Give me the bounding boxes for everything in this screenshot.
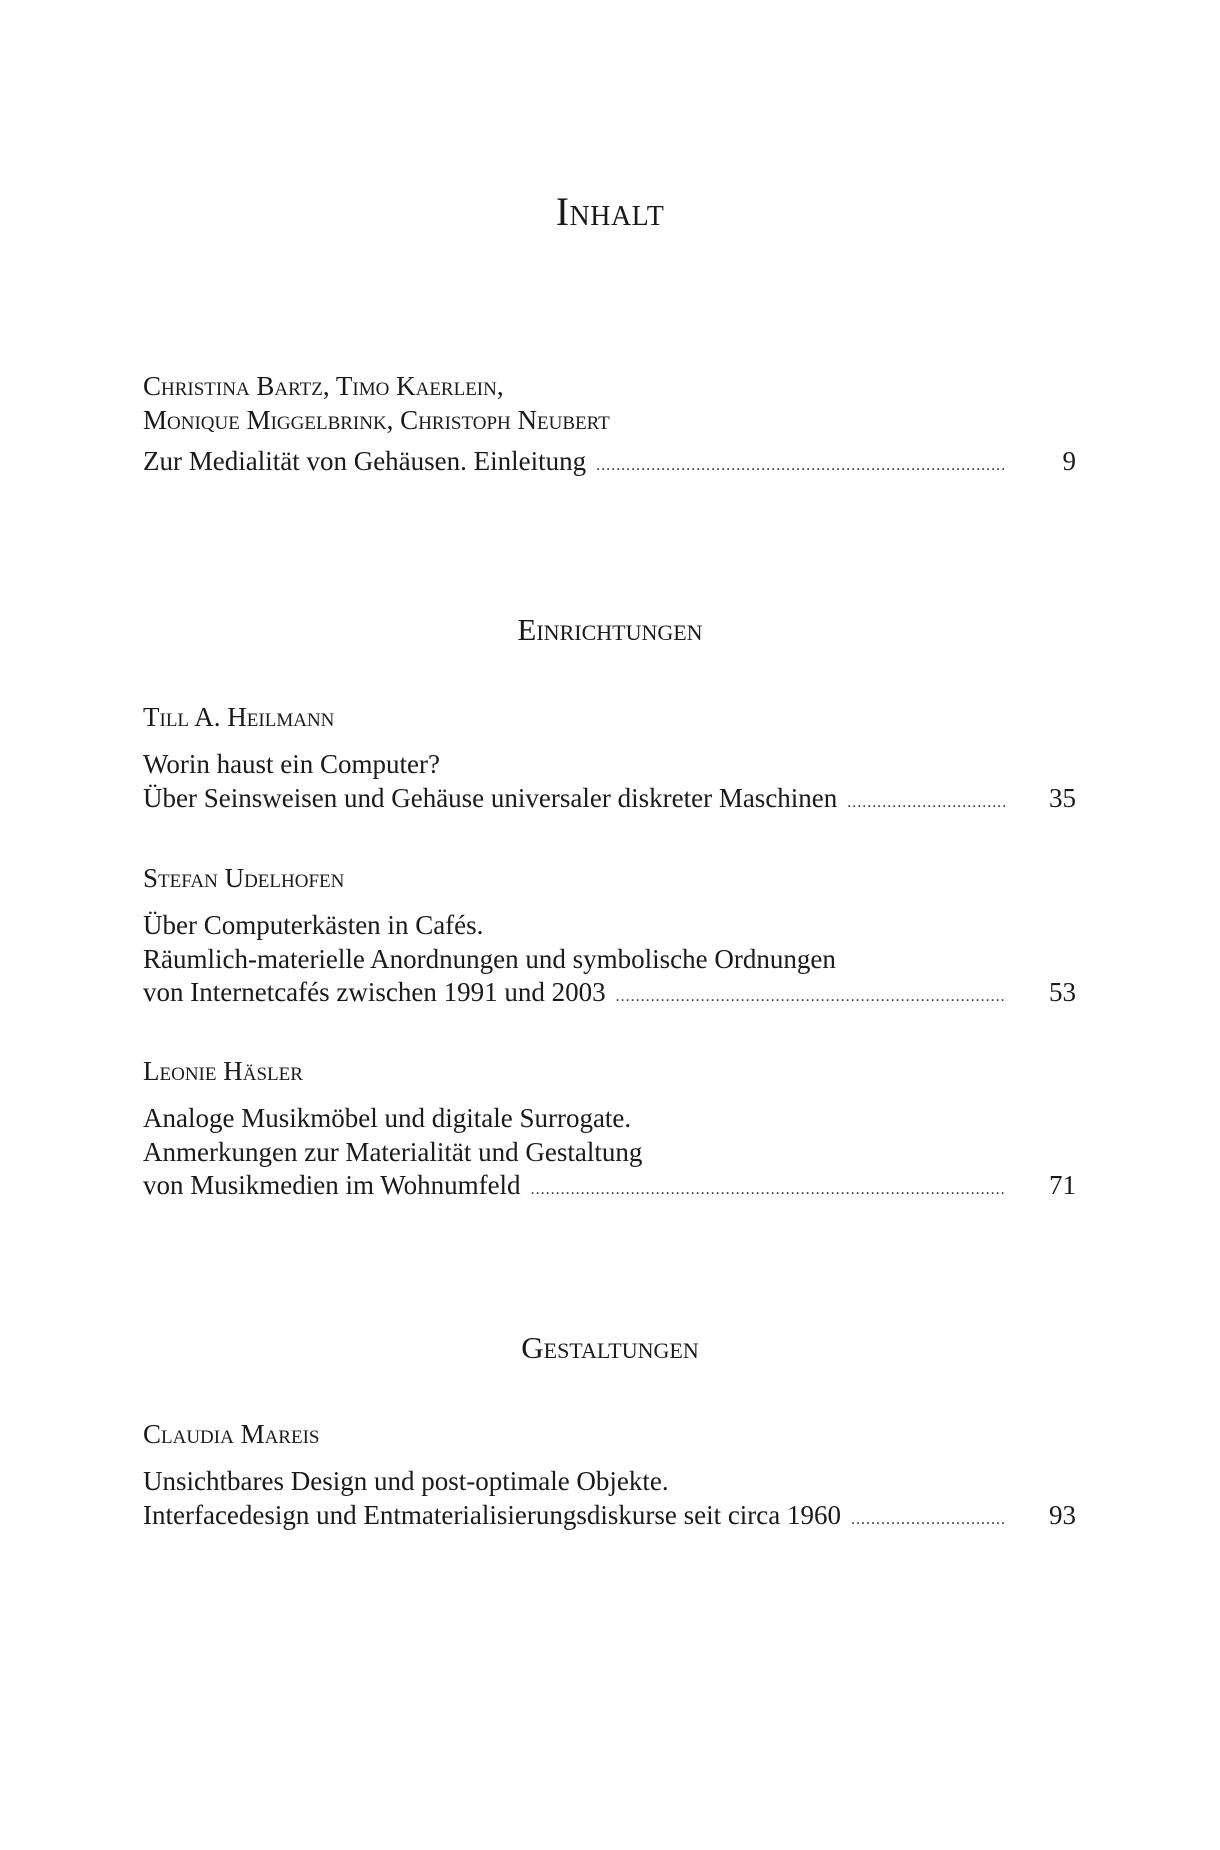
entry-title-line: Anmerkungen zur Materialität und Gestaltung	[143, 1136, 643, 1167]
page-title: Inhalt	[555, 189, 665, 234]
entry-title: Zur Medialität von Gehäusen. Einleitung	[143, 446, 587, 476]
toc-entry	[143, 1054, 1076, 1207]
page-number: 71	[1049, 1170, 1076, 1200]
page-number: 93	[1049, 1499, 1076, 1530]
entry-subtitle: Interfacedesign und Entmaterialisierungsdiskurse seit circa 1960	[143, 1499, 842, 1530]
dot-leader	[847, 786, 1006, 820]
page-number: 35	[1049, 782, 1076, 813]
entry-subtitle: von Musikmedien im Wohnumfeld	[143, 1170, 521, 1200]
dot-leader	[616, 980, 1006, 1014]
toc-link[interactable]	[143, 782, 1076, 820]
page-number: 53	[1049, 977, 1076, 1007]
toc-link[interactable]	[143, 1499, 1076, 1537]
toc-entry	[143, 861, 1076, 1014]
dot-leader	[531, 1173, 1006, 1207]
entry-subtitle: von Internetcafés zwischen 1991 und 2003	[143, 977, 606, 1007]
entry-title-line: Räumlich-materielle Anordnungen und symbolische Ordnungen	[143, 943, 836, 974]
section-heading: Einrichtungen	[517, 612, 703, 647]
dot-leader	[596, 449, 1006, 483]
entry-title-line: Über Computerkästen in Cafés.	[143, 910, 484, 940]
entry-author: Claudia Mareis	[143, 1419, 320, 1449]
toc-entry	[143, 1417, 1076, 1536]
entry-title-line: Unsichtbares Design und post-optimale Objekte.	[143, 1466, 669, 1496]
toc-link[interactable]	[143, 976, 1076, 1014]
entry-title-line: Worin haust ein Computer?	[143, 749, 441, 779]
entry-author: Stefan Udelhofen	[143, 863, 345, 893]
entry-title-line: Analoge Musikmöbel und digitale Surrogate.	[143, 1103, 632, 1133]
toc-link[interactable]	[143, 1169, 1076, 1207]
entry-authors: Christina Bartz, Timo Kaerlein,	[143, 371, 504, 401]
dot-leader	[851, 1503, 1006, 1537]
entry-author: Till A. Heilmann	[143, 702, 335, 732]
entry-authors: Monique Miggelbrink, Christoph Neubert	[143, 405, 610, 435]
toc-entry	[143, 700, 1076, 819]
toc-entry-intro	[143, 369, 1076, 483]
entry-subtitle: Über Seinsweisen und Gehäuse universaler diskreter Maschinen	[143, 782, 838, 813]
section-heading: Gestaltungen	[521, 1330, 699, 1365]
entry-author: Leonie Häsler	[143, 1056, 303, 1086]
page-number: 9	[1062, 446, 1076, 476]
toc-link[interactable]	[143, 445, 1076, 483]
